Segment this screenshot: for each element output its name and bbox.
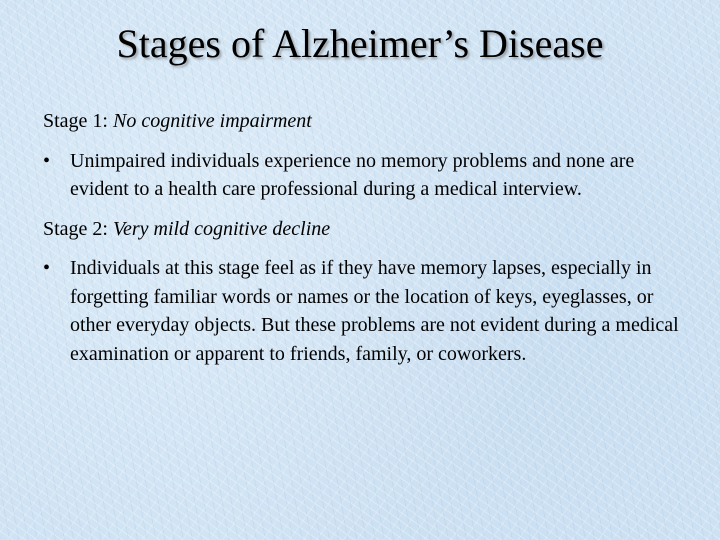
bullet-dot-icon: • [43,149,51,172]
slide-title: Stages of Alzheimer’s Disease [116,21,604,66]
stage-bullet [43,147,683,204]
stage-heading [43,215,683,244]
stage-description: Very mild cognitive decline [113,217,331,240]
stage-heading [43,107,683,136]
stage-label: Stage 2: [43,217,108,240]
bullet-text: Unimpaired individuals experience no memory problems and none are evident to a health care professional during a medical interview. [70,149,635,200]
slide-content [43,107,683,379]
stage-label: Stage 1: [43,110,108,132]
bullet-text: Individuals at this stage feel as if they have memory lapses, especially in forgetting familiar words or names or the location of keys, eyeglasses, or other everyday objects. But these problems are not evident during a medical examination or apparent to friends, family, or coworkers. [70,257,679,365]
bullet-dot-icon: • [43,257,51,279]
stage-bullet [43,254,683,368]
stage-description: No cognitive impairment [113,110,312,132]
